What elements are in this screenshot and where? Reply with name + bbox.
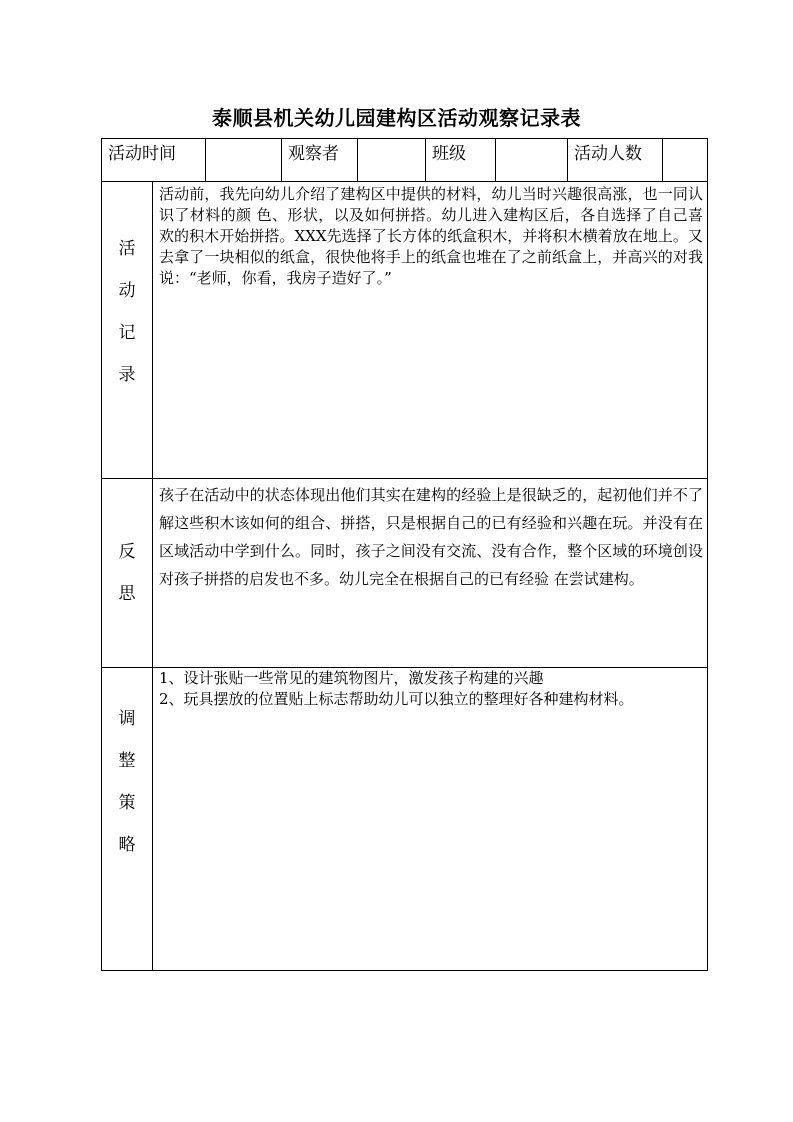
activity-time-label: 活动时间: [102, 139, 206, 182]
observer-field[interactable]: [358, 139, 426, 182]
record-label-char: 活: [118, 239, 136, 259]
adjustment-label-char: 调: [118, 709, 136, 729]
adjustment-label-char: 整: [118, 751, 136, 771]
reflection-label-char: 反: [118, 542, 136, 562]
class-field[interactable]: [496, 139, 568, 182]
header-row: [102, 139, 708, 182]
adjustment-label: [102, 668, 153, 971]
adjustment-content-cell: [153, 668, 708, 971]
adjustment-item: 1、设计张贴一些常见的建筑物图片，激发孩子构建的兴趣: [159, 669, 544, 687]
page-title: 泰顺县机关幼儿园建构区活动观察记录表: [212, 106, 581, 130]
adjustment-item: 2、玩具摆放的位置贴上标志帮助幼儿可以独立的整理好各种建构材料。: [159, 690, 634, 708]
observer-label: 观察者: [282, 139, 358, 182]
reflection-label: [102, 479, 153, 668]
participant-count-label: 活动人数: [568, 139, 663, 182]
class-label: 班级: [426, 139, 496, 182]
record-label-char: 录: [118, 365, 136, 385]
reflection-text: 孩子在活动中的状态体现出他们其实在建构的经验上是很缺乏的，起初他们并不了解这些积木该如何的组合、拼搭，只是根据自己的已有经验和兴趣在玩。并没有在区域活动中学到什么。同时，孩子之间没有交流、没有合作，整个区域的环境创设对孩子拼搭的启发也不多。幼儿完全在根据自己的已有经验 在尝试建构。: [159, 486, 703, 588]
reflection-label-char: 思: [118, 584, 136, 604]
record-row: [102, 182, 708, 479]
observation-record-table: [101, 138, 708, 971]
participant-count-field[interactable]: [663, 139, 708, 182]
adjustment-list: [153, 668, 707, 710]
adjustment-label-char: 策: [118, 793, 136, 813]
reflection-content-cell: [153, 479, 708, 668]
activity-time-field[interactable]: [206, 139, 282, 182]
adjustment-label-char: 略: [118, 835, 136, 855]
activity-record-text: 活动前，我先向幼儿介绍了建构区中提供的材料，幼儿当时兴趣很高涨，也一同认识了材料的颜 色、形状，以及如何拼搭。幼儿进入建构区后，各自选择了自己喜欢的积木开始拼搭。XXX先选择了长方体的纸盒积木，并将积木横着放在地上。又去拿了一块相似的纸盒，很快他将手上的纸盒也堆在了之前纸盒上，并高兴的对我说：“老师，你看，我房子造好了。”: [159, 185, 703, 287]
adjustment-row: [102, 668, 708, 971]
record-label-char: 记: [118, 323, 136, 343]
record-content-cell: [153, 182, 708, 479]
record-label-char: 动: [118, 281, 136, 301]
record-label: [102, 182, 153, 479]
reflection-row: [102, 479, 708, 668]
